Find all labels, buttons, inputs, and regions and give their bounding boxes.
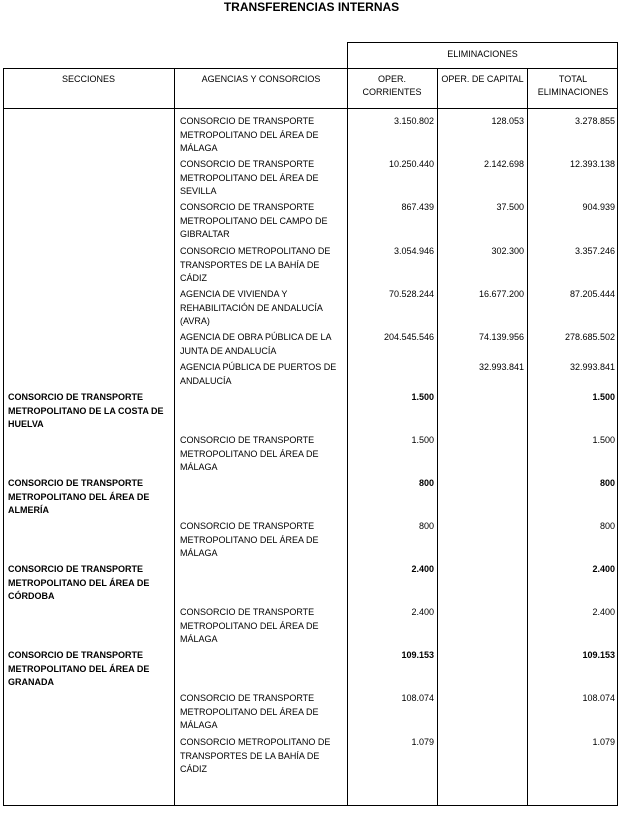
column-divider (527, 68, 528, 806)
column-header-secciones: SECCIONES (61, 74, 115, 84)
oper-corrientes-value: 70.528.244 (388, 289, 434, 299)
oper-corrientes-value: 204.545.546 (383, 332, 434, 342)
oper-capital-value: 302.300 (491, 246, 524, 256)
total-value: 108.074 (582, 693, 615, 703)
oper-corrientes-value: 1.079 (411, 737, 434, 747)
oper-capital-value: 74.139.956 (478, 332, 524, 342)
oper-corrientes-value: 10.250.440 (388, 159, 434, 169)
total-value: 904.939 (582, 202, 615, 212)
agency-name: CONSORCIO DE TRANSPORTE METROPOLITANO DEL ÁREA DE MÁLAGA (180, 693, 319, 731)
agency-name: CONSORCIO DE TRANSPORTE METROPOLITANO DEL ÁREA DE MÁLAGA (180, 521, 319, 559)
agency-name: CONSORCIO METROPOLITANO DE TRANSPORTES DE LA BAHÍA DE CÁDIZ (180, 246, 331, 284)
agency-name: AGENCIA DE VIVIENDA Y REHABILITACIÓN DE ANDALUCÍA (AVRA) (180, 289, 323, 327)
total-value: 278.685.502 (564, 332, 615, 342)
oper-corrientes-value: 2.400 (411, 607, 434, 617)
total-value: 2.400 (592, 607, 615, 617)
oper-corrientes-value: 3.150.802 (393, 116, 434, 126)
column-divider (437, 68, 438, 806)
total-value: 1.500 (592, 392, 615, 402)
oper-corrientes-value: 800 (418, 521, 434, 531)
total-value: 12.393.138 (569, 159, 615, 169)
oper-capital-value: 37.500 (496, 202, 524, 212)
total-value: 3.278.855 (574, 116, 615, 126)
column-header-oper-corrientes: OPER. CORRIENTES (362, 74, 422, 97)
header-divider (3, 108, 618, 109)
total-value: 800 (599, 478, 615, 488)
eliminaciones-header: ELIMINACIONES (347, 42, 618, 68)
total-value: 109.153 (582, 650, 615, 660)
agency-name: CONSORCIO DE TRANSPORTE METROPOLITANO DEL ÁREA DE MÁLAGA (180, 607, 319, 645)
total-value: 800 (599, 521, 615, 531)
agency-name: CONSORCIO DE TRANSPORTE METROPOLITANO DEL ÁREA DE MÁLAGA (180, 435, 319, 473)
oper-corrientes-value: 109.153 (401, 650, 434, 660)
oper-corrientes-value: 108.074 (401, 693, 434, 703)
section-name: CONSORCIO DE TRANSPORTE METROPOLITANO DEL ÁREA DE ALMERÍA (8, 478, 150, 516)
total-value: 32.993.841 (569, 362, 615, 372)
column-header-oper-capital: OPER. DE CAPITAL (441, 74, 524, 84)
oper-capital-value: 16.677.200 (478, 289, 524, 299)
agency-name: AGENCIA DE OBRA PÚBLICA DE LA JUNTA DE ANDALUCÍA (180, 332, 332, 356)
oper-corrientes-value: 800 (418, 478, 434, 488)
agency-name: CONSORCIO DE TRANSPORTE METROPOLITANO DEL ÁREA DE SEVILLA (180, 159, 319, 197)
column-header-total: TOTAL ELIMINACIONES (537, 74, 609, 97)
section-name: CONSORCIO DE TRANSPORTE METROPOLITANO DEL ÁREA DE CÓRDOBA (8, 564, 150, 602)
oper-corrientes-value: 3.054.946 (393, 246, 434, 256)
oper-capital-value: 32.993.841 (478, 362, 524, 372)
oper-corrientes-value: 867.439 (401, 202, 434, 212)
total-value: 1.500 (592, 435, 615, 445)
oper-corrientes-value: 1.500 (411, 435, 434, 445)
total-value: 2.400 (592, 564, 615, 574)
agency-name: AGENCIA PÚBLICA DE PUERTOS DE ANDALUCÍA (180, 362, 337, 386)
section-name: CONSORCIO DE TRANSPORTE METROPOLITANO DEL ÁREA DE GRANADA (8, 650, 150, 688)
column-divider (174, 68, 175, 806)
oper-corrientes-value: 2.400 (411, 564, 434, 574)
oper-capital-value: 2.142.698 (483, 159, 524, 169)
total-value: 3.357.246 (574, 246, 615, 256)
agency-name: CONSORCIO DE TRANSPORTE METROPOLITANO DEL ÁREA DE MÁLAGA (180, 116, 319, 154)
total-value: 87.205.444 (569, 289, 615, 299)
page-title: TRANSFERENCIAS INTERNAS (223, 0, 400, 14)
column-divider (347, 68, 348, 806)
agency-name: CONSORCIO DE TRANSPORTE METROPOLITANO DEL CAMPO DE GIBRALTAR (180, 202, 328, 240)
agency-name: CONSORCIO METROPOLITANO DE TRANSPORTES DE LA BAHÍA DE CÁDIZ (180, 737, 331, 775)
total-value: 1.079 (592, 737, 615, 747)
oper-capital-value: 128.053 (491, 116, 524, 126)
section-name: CONSORCIO DE TRANSPORTE METROPOLITANO DE LA COSTA DE HUELVA (8, 392, 164, 430)
oper-corrientes-value: 1.500 (411, 392, 434, 402)
column-header-agencias: AGENCIAS Y CONSORCIOS (201, 74, 321, 84)
